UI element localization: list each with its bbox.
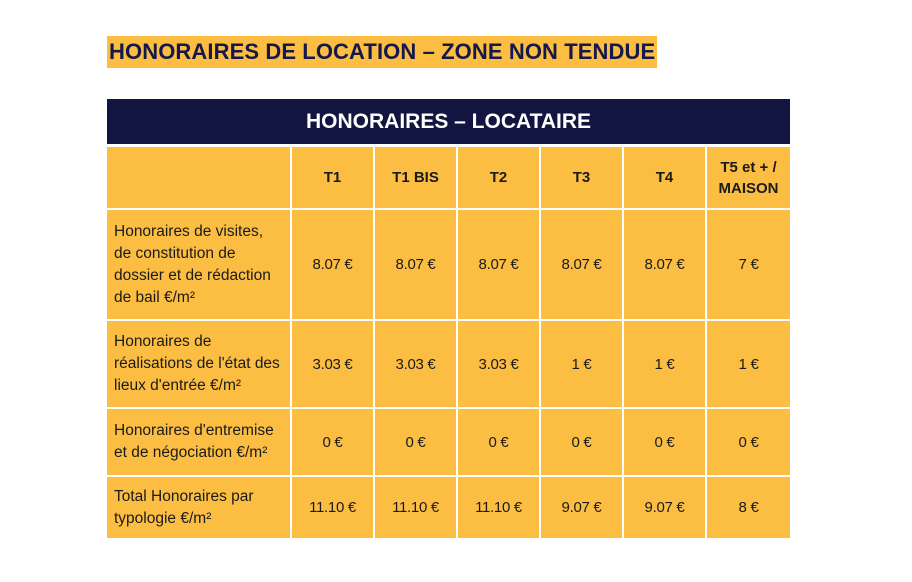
row-label: Honoraires de réalisations de l'état des lieux d'entrée €/m² <box>107 321 292 409</box>
table-cell: 3.03 € <box>292 321 375 409</box>
table-cell: 8.07 € <box>624 210 707 321</box>
table-cell: 0 € <box>707 409 790 477</box>
table-cell: 8.07 € <box>541 210 624 321</box>
column-header-t2: T2 <box>458 147 541 210</box>
column-header-t1: T1 <box>292 147 375 210</box>
column-header-t5-maison: T5 et + / MAISON <box>707 147 790 210</box>
table-row <box>107 409 790 477</box>
table-cell: 8.07 € <box>292 210 375 321</box>
table-cell: 3.03 € <box>458 321 541 409</box>
table-cell: 11.10 € <box>375 477 458 538</box>
table-cell: 3.03 € <box>375 321 458 409</box>
page-title: HONORAIRES DE LOCATION – ZONE NON TENDUE <box>107 36 657 68</box>
row-label: Honoraires d'entremise et de négociation €/m² <box>107 409 292 477</box>
row-label: Honoraires de visites, de constitution de dossier et de rédaction de bail €/m² <box>107 210 292 321</box>
table-row <box>107 321 790 409</box>
table-cell: 8.07 € <box>375 210 458 321</box>
table-row <box>107 210 790 321</box>
table-header-row <box>107 147 790 210</box>
table-row-total <box>107 477 790 538</box>
table-cell: 8 € <box>707 477 790 538</box>
table-cell: 1 € <box>707 321 790 409</box>
column-header-t4: T4 <box>624 147 707 210</box>
table-cell: 9.07 € <box>541 477 624 538</box>
column-header-label <box>107 147 292 210</box>
table-cell: 9.07 € <box>624 477 707 538</box>
table-banner-row <box>107 99 790 147</box>
table-cell: 0 € <box>375 409 458 477</box>
fees-table <box>107 99 790 538</box>
table-cell: 0 € <box>624 409 707 477</box>
table-cell: 0 € <box>292 409 375 477</box>
table-cell: 11.10 € <box>458 477 541 538</box>
column-header-t3: T3 <box>541 147 624 210</box>
table-cell: 1 € <box>541 321 624 409</box>
table-cell: 8.07 € <box>458 210 541 321</box>
table-banner: HONORAIRES – LOCATAIRE <box>107 99 790 147</box>
table-cell: 7 € <box>707 210 790 321</box>
table-cell: 1 € <box>624 321 707 409</box>
table-cell: 11.10 € <box>292 477 375 538</box>
table-cell: 0 € <box>541 409 624 477</box>
column-header-t1-bis: T1 BIS <box>375 147 458 210</box>
table-cell: 0 € <box>458 409 541 477</box>
row-label: Total Honoraires par typologie €/m² <box>107 477 292 538</box>
